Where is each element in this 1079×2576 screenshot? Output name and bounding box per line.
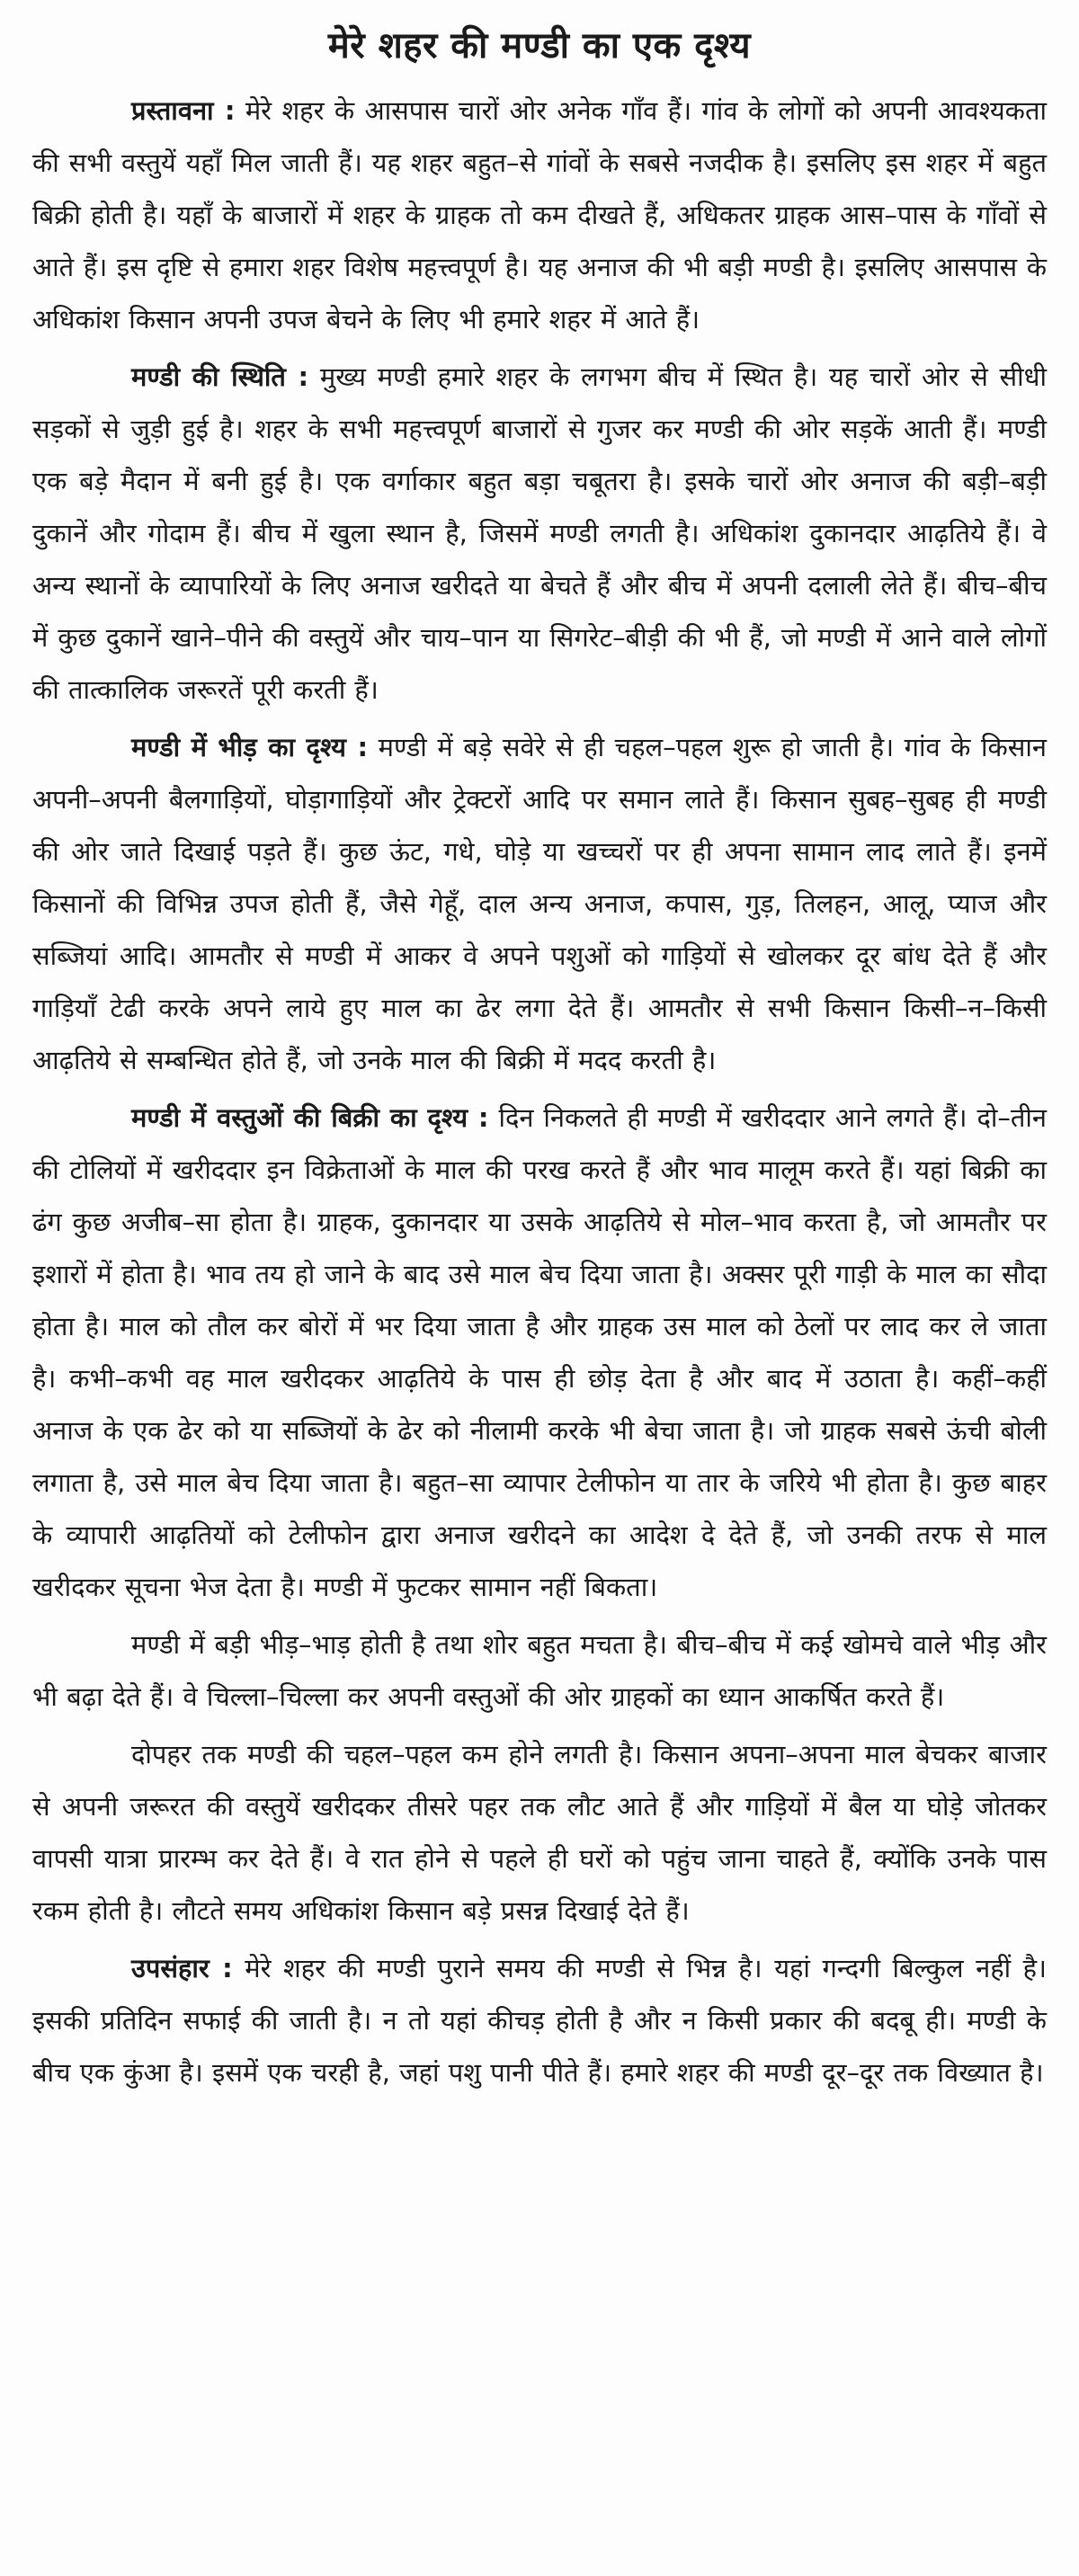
paragraph-heading: मण्डी में भीड़ का दृश्य : [131, 732, 369, 762]
essay-title: मेरे शहर की मण्डी का एक दृश्य [327, 25, 752, 67]
paragraph-noise [32, 1618, 1047, 1723]
paragraph-text: दोपहर तक मण्डी की चहल–पहल कम होने लगती है। किसान अपना–अपना माल बेचकर बाजार से अपनी जरूरत की वस्तुयें खरीदकर तीसरे पहर तक लौट आते हैं और गाड़ियों में बैल या घोड़े जोतकर वापसी यात्रा प्रारम्भ कर देते हैं। वे रात होने से पहले ही घरों को पहुंच जाना चाहते हैं, क्योंकि उनके पास रकम होती है। लौटते समय अधिकांश किसान बड़े प्रसन्न दिखाई देते हैं। [32, 1739, 1047, 1926]
paragraph-text: मुख्य मण्डी हमारे शहर के लगभग बीच में स्थित है। यह चारों ओर से सीधी सड़कों से जुड़ी हुई है। शहर के सभी महत्त्वपूर्ण बाजारों से गुजर कर मण्डी की ओर सड़कें आती हैं। मण्डी एक बड़े मैदान में बनी हुई है। एक वर्गाकार बहुत बड़ा चबूतरा है। इसके चारों ओर अनाज की बड़ी–बड़ी दुकानें और गोदाम हैं। बीच में खुला स्थान है, जिसमें मण्डी लगती है। अधिकांश दुकानदार आढ़तिये हैं। वे अन्य स्थानों के व्यापारियों के लिए अनाज खरीदते या बेचते हैं और बीच में अपनी दलाली लेते हैं। बीच–बीच में कुछ दुकानें खाने–पीने की वस्तुयें और चाय–पान या सिगरेट–बीड़ी की भी हैं, जो मण्डी में आने वाले लोगों की तात्कालिक जरूरतें पूरी करती हैं। [32, 361, 1047, 705]
paragraph-text: मण्डी में बड़े सवेरे से ही चहल–पहल शुरू हो जाती है। गांव के किसान अपनी–अपनी बैलगाड़ियों, घोड़ागाड़ियों और ट्रेक्टरों आदि पर समान लाते हैं। किसान सुबह–सुबह ही मण्डी की ओर जाते दिखाई पड़ते हैं। कुछ ऊंट, गधे, घोड़े या खच्चरों पर ही अपना सामान लाद लाते हैं। इनमें किसानों की विभिन्न उपज होती हैं, जैसे गेहूँ, दाल अन्य अनाज, कपास, गुड़, तिलहन, आलू, प्याज और सब्जियां आदि। आमतौर से मण्डी में आकर वे अपने पशुओं को गाड़ियों से खोलकर दूर बांध देते हैं और गाड़ियाँ टेढी करके अपने लाये हुए माल का ढेर लगा देते हैं। आमतौर से सभी किसान किसी–न–किसी आढ़तिये से सम्बन्धित होते हैं, जो उनके माल की बिक्री में मदद करती है। [32, 732, 1048, 1075]
paragraph-heading: मण्डी में वस्तुओं की बिक्री का दृश्य : [131, 1102, 489, 1133]
paragraph-crowd-scene [32, 721, 1047, 1086]
paragraph-text: मेरे शहर की मण्डी पुराने समय की मण्डी से भिन्न है। यहां गन्दगी बिल्कुल नहीं है। इसकी प्रतिदिन सफाई की जाती है। न तो यहां कीचड़ होती है और न किसी प्रकार की बदबू ही। मण्डी के बीच एक कुंआ है। इसमें एक चरही है, जहां पशु पानी पीते हैं। हमारे शहर की मण्डी दूर–दूर तक विख्यात है। [32, 1953, 1048, 2088]
paragraph-mandi-location [32, 351, 1047, 716]
paragraph-text: दिन निकलते ही मण्डी में खरीददार आने लगते हैं। दो–तीन की टोलियों में खरीददार इन विक्रेताओं के माल की परख करते हैं और भाव मालूम करते हैं। यहां बिक्री का ढंग कुछ अजीब–सा होता है। ग्राहक, दुकानदार या उसके आढ़तिये से मोल–भाव करता है, जो आमतौर पर इशारों में होता है। भाव तय हो जाने के बाद उसे माल बेच दिया जाता है। अक्सर पूरी गाड़ी के माल का सौदा होता है। माल को तौल कर बोरों में भर दिया जाता है और ग्राहक उस माल को ठेलों पर लाद कर ले जाता है। कभी–कभी वह माल खरीदकर आढ़तिये के पास ही छोड़ देता है और बाद में उठाता है। कहीं–कहीं अनाज के एक ढेर को या सब्जियों के ढेर को नीलामी करके भी बेचा जाता है। जो ग्राहक सबसे ऊंची बोली लगाता है, उसे माल बेच दिया जाता है। बहुत–सा व्यापार टेलीफोन या तार के जरिये भी होता है। कुछ बाहर के व्यापारी आढ़तियों को टेलीफोन द्वारा अनाज खरीदने का आदेश दे देते हैं, जो उनकी तरफ से माल खरीदकर सूचना भेज देता है। मण्डी में फुटकर सामान नहीं बिकता। [32, 1102, 1048, 1602]
paragraph-conclusion [32, 1942, 1047, 2099]
paragraph-introduction [32, 85, 1047, 345]
paragraph-afternoon [32, 1728, 1047, 1937]
paragraph-heading: मण्डी की स्थिति : [131, 361, 309, 392]
paragraph-heading: प्रस्तावना : [131, 95, 236, 126]
paragraph-text: मण्डी में बड़ी भीड़–भाड़ होती है तथा शोर बहुत मचता है। बीच–बीच में कई खोमचे वाले भीड़ और भी बढ़ा देते हैं। वे चिल्ला–चिल्ला कर अपनी वस्तुओं की ओर ग्राहकों का ध्यान आकर्षित करते हैं। [32, 1629, 1047, 1712]
paragraph-heading: उपसंहार : [131, 1953, 233, 1983]
paragraph-text: मेरे शहर के आसपास चारों ओर अनेक गाँव हैं। गांव के लोगों को अपनी आवश्यकता की सभी वस्तुयें यहाँ मिल जाती हैं। यह शहर बहुत–से गांवों के सबसे नजदीक है। इसलिए इस शहर में बहुत बिक्री होती है। यहाँ के बाजारों में शहर के ग्राहक तो कम दीखते हैं, अधिकतर ग्राहक आस–पास के गाँवों से आते हैं। इस दृष्टि से हमारा शहर विशेष महत्त्वपूर्ण है। यह अनाज की भी बड़ी मण्डी है। इसलिए आसपास के अधिकांश किसान अपनी उपज बेचने के लिए भी हमारे शहर में आते हैं। [32, 95, 1047, 334]
paragraph-sales-scene [32, 1092, 1047, 1613]
